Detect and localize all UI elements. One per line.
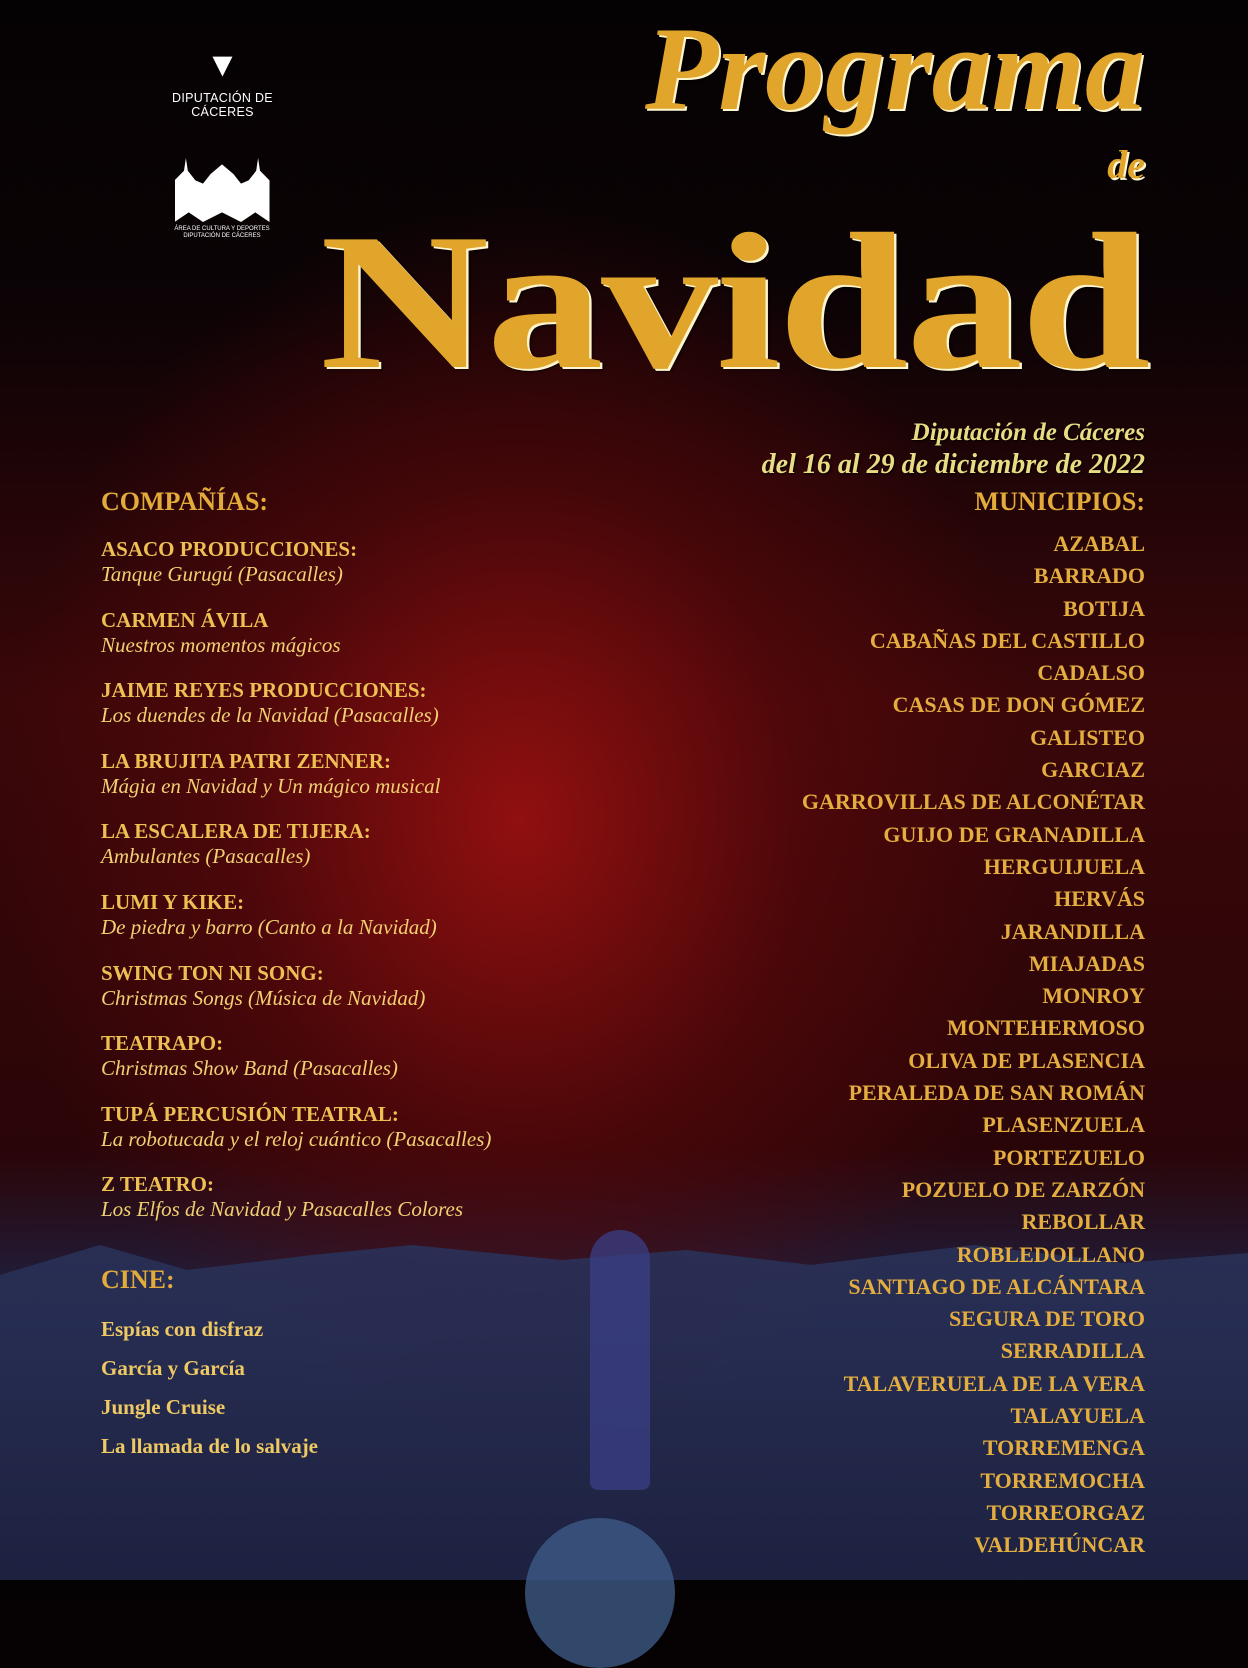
- compania-show: Los Elfos de Navidad y Pasacalles Colores: [101, 1197, 464, 1222]
- compania-name: CARMEN ÁVILA: [101, 607, 269, 632]
- compania-show: Ambulantes (Pasacalles): [101, 844, 311, 869]
- municipio-item: GUIJO DE GRANADILLA: [883, 821, 1145, 847]
- municipio-item: TALAYUELA: [1010, 1403, 1145, 1429]
- compania-name: Z TEATRO:: [101, 1172, 214, 1197]
- municipio-item: CADALSO: [1037, 660, 1145, 686]
- diputacion-emblem-icon: ▼: [205, 46, 240, 84]
- compania-show: Christmas Show Band (Pasacalles): [101, 1056, 398, 1081]
- diputacion-logo: [140, 45, 305, 119]
- municipio-item: CASAS DE DON GÓMEZ: [892, 692, 1145, 718]
- municipio-item: PERALEDA DE SAN ROMÁN: [848, 1080, 1145, 1106]
- compania-name: SWING TON NI SONG:: [101, 960, 324, 985]
- municipio-item: GALISTEO: [1030, 724, 1145, 750]
- compania-name: LA BRUJITA PATRI ZENNER:: [101, 748, 391, 773]
- compania-name: LA ESCALERA DE TIJERA:: [101, 819, 371, 844]
- compania-name: TEATRAPO:: [101, 1031, 224, 1056]
- compania-name: TUPÁ PERCUSIÓN TEATRAL:: [101, 1101, 399, 1126]
- municipio-item: OLIVA DE PLASENCIA: [908, 1047, 1145, 1073]
- compania-show: Mágia en Navidad y Un mágico musical: [101, 773, 441, 798]
- moon-circle: [525, 1518, 675, 1668]
- compania-item: [101, 608, 491, 679]
- municipio-item: VALDEHÚNCAR: [974, 1532, 1145, 1558]
- area-logo-line1: ÁREA DE CULTURA Y DEPORTES: [174, 226, 270, 232]
- municipio-item: BOTIJA: [1063, 595, 1145, 621]
- subtitle-org: Diputación de Cáceres: [911, 419, 1145, 446]
- companias-list: [101, 537, 491, 1243]
- compania-item: [101, 819, 491, 890]
- municipio-item: TORREMOCHA: [980, 1467, 1145, 1493]
- compania-item: [101, 1102, 491, 1173]
- castle-icon: [175, 158, 270, 222]
- subtitle-dates: del 16 al 29 de diciembre de 2022: [761, 449, 1145, 480]
- compania-show: Los duendes de la Navidad (Pasacalles): [101, 703, 439, 728]
- municipio-item: CABAÑAS DEL CASTILLO: [869, 627, 1145, 653]
- municipio-item: HERVÁS: [1054, 886, 1145, 912]
- municipio-item: POZUELO DE ZARZÓN: [901, 1176, 1145, 1202]
- film-title: La llamada de lo salvaje: [101, 1434, 319, 1458]
- compania-item: [101, 961, 491, 1032]
- title-de: de: [1107, 142, 1145, 187]
- companias-heading: COMPAÑÍAS:: [101, 487, 269, 516]
- municipio-item: HERGUIJUELA: [983, 853, 1145, 879]
- municipio-item: TORREMENGA: [982, 1435, 1145, 1461]
- diputacion-logo-text: DIPUTACIÓN DE CÁCERES: [172, 91, 273, 119]
- municipio-item: ROBLEDOLLANO: [956, 1241, 1145, 1267]
- municipio-item: SEGURA DE TORO: [948, 1306, 1145, 1332]
- compania-name: LUMI Y KIKE:: [101, 889, 245, 914]
- compania-item: [101, 749, 491, 820]
- municipio-item: PLASENZUELA: [982, 1112, 1145, 1138]
- compania-item: [101, 537, 491, 608]
- municipio-item: SERRADILLA: [1000, 1338, 1145, 1364]
- cine-list: [101, 1310, 318, 1466]
- municipio-item: MONROY: [1042, 983, 1145, 1009]
- municipio-item: SANTIAGO DE ALCÁNTARA: [848, 1273, 1145, 1299]
- municipio-item: TORREORGAZ: [986, 1499, 1145, 1525]
- film-title: García y García: [101, 1356, 245, 1380]
- municipio-item: GARCIAZ: [1041, 757, 1145, 783]
- municipios-list: [802, 528, 1145, 1562]
- municipio-item: REBOLLAR: [1021, 1209, 1145, 1235]
- compania-show: Christmas Songs (Música de Navidad): [101, 985, 426, 1010]
- municipio-item: MIAJADAS: [1028, 950, 1145, 976]
- compania-item: [101, 678, 491, 749]
- compania-item: [101, 890, 491, 961]
- municipios-heading: MUNICIPIOS:: [974, 487, 1145, 516]
- municipio-item: MONTEHERMOSO: [946, 1015, 1145, 1041]
- film-title: Jungle Cruise: [101, 1395, 226, 1419]
- title-navidad: Navidad: [319, 194, 1148, 410]
- area-cultura-logo: [172, 158, 272, 240]
- compania-name: ASACO PRODUCCIONES:: [101, 537, 358, 561]
- compania-show: La robotucada y el reloj cuántico (Pasacalles): [101, 1126, 492, 1151]
- municipio-item: PORTEZUELO: [992, 1144, 1145, 1170]
- area-logo-line2: DIPUTACIÓN DE CÁCERES: [183, 233, 261, 239]
- title-programa: Programa: [644, 2, 1145, 135]
- compania-item: [101, 1172, 491, 1243]
- compania-item: [101, 1031, 491, 1102]
- figure-silhouette: [590, 1230, 650, 1490]
- municipio-item: TALAVERUELA DE LA VERA: [843, 1370, 1145, 1396]
- compania-show: De piedra y barro (Canto a la Navidad): [101, 914, 437, 939]
- municipio-item: JARANDILLA: [1000, 918, 1145, 944]
- municipio-item: GARROVILLAS DE ALCONÉTAR: [801, 789, 1145, 815]
- compania-name: JAIME REYES PRODUCCIONES:: [101, 678, 427, 703]
- compania-show: Nuestros momentos mágicos: [101, 632, 341, 657]
- municipio-item: AZABAL: [1053, 531, 1145, 556]
- film-title: Espías con disfraz: [101, 1317, 264, 1341]
- municipio-item: BARRADO: [1033, 563, 1145, 589]
- cine-heading: CINE:: [101, 1265, 175, 1294]
- compania-show: Tanque Gurugú (Pasacalles): [101, 562, 343, 586]
